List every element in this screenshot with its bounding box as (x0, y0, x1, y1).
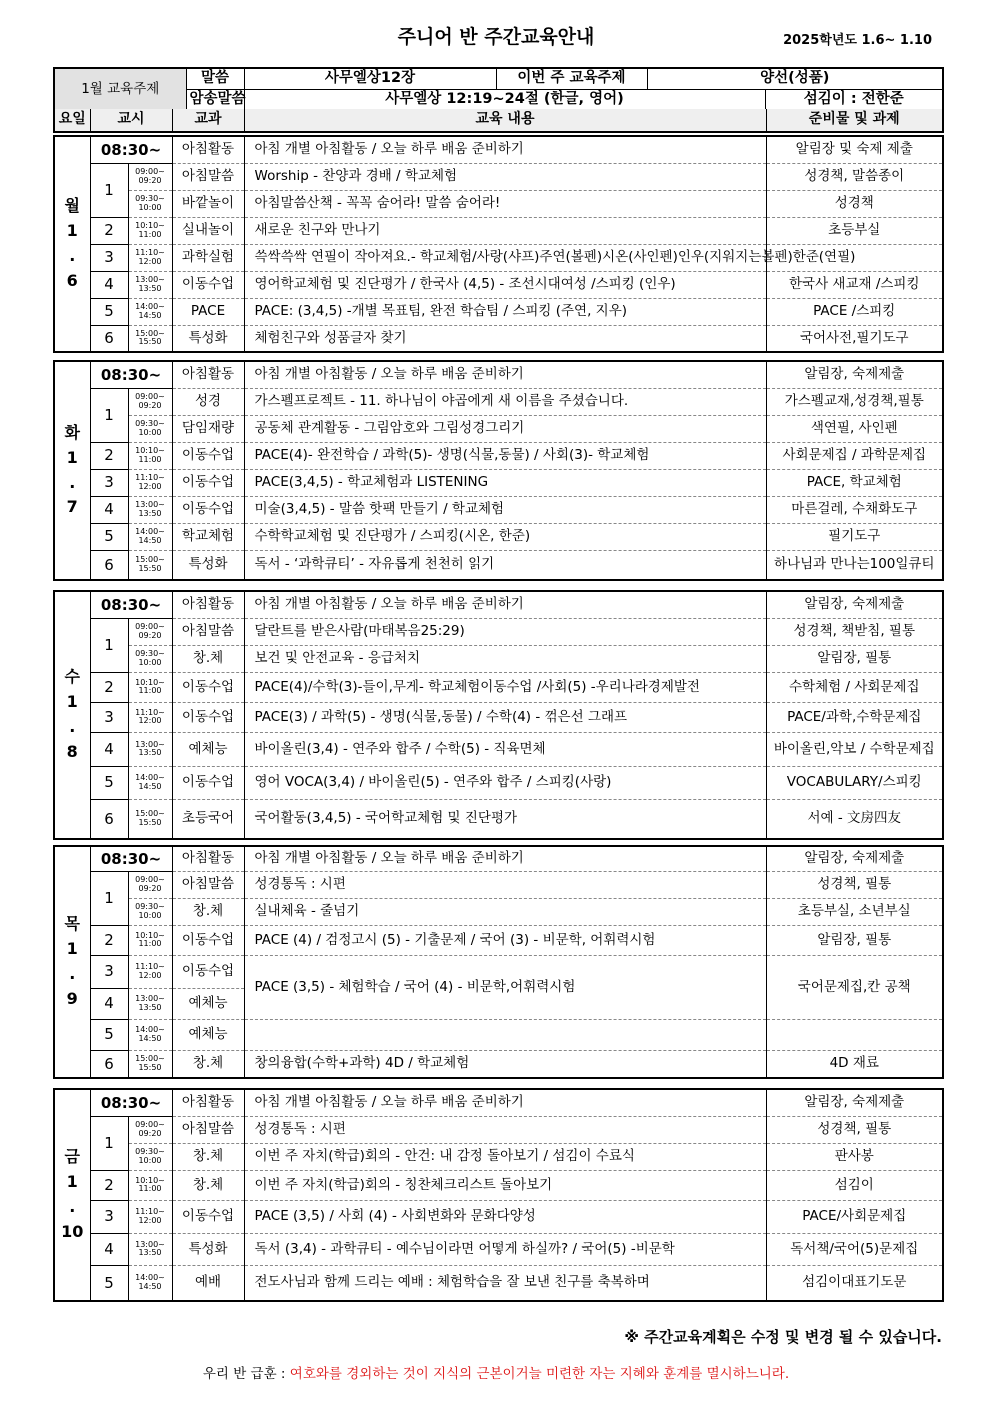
subject-cell: 창.체 (172, 898, 244, 925)
period-label: 08:30~ (90, 136, 172, 163)
schedule-row (54, 523, 943, 550)
schedule-row (54, 361, 943, 388)
content-cell: 아침 개별 아침활동 / 오늘 하루 배움 준비하기 (244, 1089, 766, 1116)
time-slot: 11:10~ 12:00 (128, 469, 172, 496)
day-schedule (53, 845, 944, 1079)
schedule-row (54, 325, 943, 352)
content-cell: 수학학교체험 및 진단평가 / 스피킹(시온, 한준) (244, 523, 766, 550)
time-slot: 15:00~ 15:50 (128, 550, 172, 580)
time-slot: 11:10~ 12:00 (128, 702, 172, 732)
subject-cell: 아침활동 (172, 846, 244, 871)
schedule-row (54, 955, 943, 988)
time-slot: 09:00~ 09:20 (128, 163, 172, 190)
content-cell: 전도사님과 함께 드리는 예배 : 체험학습을 잘 보낸 친구를 축복하며 (244, 1265, 766, 1301)
schedule-row (54, 766, 943, 799)
content-cell: 아침 개별 아침활동 / 오늘 하루 배움 준비하기 (244, 846, 766, 871)
memory-label: 암송말씀 (186, 90, 244, 111)
period-label: 3 (90, 702, 128, 732)
schedule-row (54, 136, 943, 163)
subject-cell: 아침활동 (172, 361, 244, 388)
period-label: 6 (90, 1050, 128, 1078)
period-label: 3 (90, 1200, 128, 1233)
prep-cell: PACE /스피킹 (766, 298, 943, 325)
prep-cell: 초등부실, 소년부실 (766, 898, 943, 925)
prep-cell: 가스펠교재,성경책,필통 (766, 388, 943, 415)
period-label: 4 (90, 732, 128, 766)
prep-cell: 알림장, 숙제제출 (766, 591, 943, 618)
prep-cell: 4D 재료 (829, 1055, 879, 1072)
schedule-row (54, 591, 943, 618)
prep-cell: 성경책, 필통 (766, 1116, 943, 1143)
period-label: 1 (90, 1116, 128, 1170)
prep-cell: 알림장, 숙제제출 (766, 1089, 943, 1116)
schedule-row (54, 1116, 943, 1143)
prep-cell: 성경책, 필통 (766, 871, 943, 898)
time-slot: 14:00~ 14:50 (128, 1019, 172, 1050)
time-slot: 09:00~ 09:20 (128, 388, 172, 415)
subject-cell: 성경 (172, 388, 244, 415)
period-label: 6 (90, 550, 128, 580)
time-slot: 14:00~ 14:50 (128, 523, 172, 550)
content-cell: 가스펠프로젝트 - 11. 하나님이 야곱에게 새 이름을 주셨습니다. (244, 388, 766, 415)
content-cell: 창의융합(수학+과학) 4D / 학교체험 (244, 1050, 766, 1078)
content-cell: 달란트를 받은사람(마태복음25:29) (244, 618, 766, 645)
content-cell: 체험친구와 성품글자 찾기 (244, 325, 766, 352)
weekly-theme-value: 양선(성품) (647, 68, 943, 90)
content-cell: 영어학교체험 및 진단평가 / 한국사 (4,5) - 조선시대여성 /스피킹 (인우) (244, 271, 766, 298)
column-header (53, 109, 944, 133)
content-cell: 이번 주 자치(학급)회의 - 안건: 내 감정 돌아보기 / 섬김이 수료식 (244, 1143, 766, 1170)
subject-cell: 예체능 (172, 988, 244, 1019)
content-cell: 아침 개별 아침활동 / 오늘 하루 배움 준비하기 (244, 591, 766, 618)
time-slot: 09:00~ 09:20 (128, 618, 172, 645)
content-cell: 이번 주 자치(학급)회의 - 칭찬체크리스트 돌아보기 (244, 1170, 766, 1200)
col-period: 교시 (90, 109, 172, 132)
prep-cell: 바이올린,악보 / 수학문제집 (766, 732, 943, 766)
prep-cell: 성경책, 말씀종이 (766, 163, 943, 190)
content-cell: PACE (4) / 검정고시 (5) - 기출문제 / 국어 (3) - 비문학, 어휘력시험 (244, 925, 766, 955)
col-day: 요일 (54, 109, 90, 132)
schedule-row (54, 898, 943, 925)
period-label: 5 (90, 766, 128, 799)
time-slot: 14:00~ 14:50 (128, 766, 172, 799)
content-cell: 미술(3,4,5) - 말씀 핫팩 만들기 / 학교체험 (244, 496, 766, 523)
schedule-row (54, 799, 943, 839)
day-schedule (53, 1088, 944, 1302)
day-label: 목 1 . 9 (54, 846, 90, 1078)
content-cell: 영어 VOCA(3,4) / 바이올린(5) - 연주와 합주 / 스피킹(사랑) (244, 766, 766, 799)
time-slot: 09:30~ 10:00 (128, 898, 172, 925)
content-cell: 성경통독 : 시편 (244, 871, 766, 898)
subject-cell: 이동수업 (172, 1200, 244, 1233)
prep-cell: 국어문제집,칸 공책 (766, 955, 943, 1019)
time-slot: 14:00~ 14:50 (128, 298, 172, 325)
period-label: 4 (90, 496, 128, 523)
period-label: 1 (90, 388, 128, 442)
schedule-row (54, 550, 943, 580)
time-slot: 09:30~ 10:00 (128, 1143, 172, 1170)
subject-cell: 과학실험 (172, 244, 244, 271)
subject-cell: 바깥놀이 (172, 190, 244, 217)
period-label: 5 (90, 1019, 128, 1050)
schedule-row (54, 442, 943, 469)
time-slot: 10:10~ 11:00 (128, 672, 172, 702)
period-label: 1 (90, 871, 128, 925)
schedule-row (54, 871, 943, 898)
subject-cell: 이동수업 (172, 496, 244, 523)
period-label: 08:30~ (90, 1089, 172, 1116)
subject-cell: 이동수업 (172, 672, 244, 702)
schedule-row (54, 1050, 943, 1078)
schedule-row (54, 1265, 943, 1301)
time-slot: 15:00~ 15:50 (128, 325, 172, 352)
subject-cell: 학교체험 (172, 523, 244, 550)
prep-cell: 알림장 및 숙제 제출 (766, 136, 943, 163)
schedule-row (54, 190, 943, 217)
subject-cell: 아침말씀 (172, 871, 244, 898)
prep-cell: 섬김이 (766, 1170, 943, 1200)
day-schedule (53, 135, 944, 353)
content-cell: 새로운 친구와 만나기 (244, 217, 766, 244)
subject-cell: 이동수업 (172, 766, 244, 799)
time-slot: 10:10~ 11:00 (128, 442, 172, 469)
day-label: 화 1 . 7 (54, 361, 90, 580)
schedule-row (54, 496, 943, 523)
time-slot: 15:00~ 15:50 (128, 799, 172, 839)
schedule-row (54, 271, 943, 298)
period-label: 6 (90, 325, 128, 352)
subject-cell: 이동수업 (172, 925, 244, 955)
time-slot: 10:10~ 11:00 (128, 925, 172, 955)
time-slot: 13:00~ 13:50 (128, 1233, 172, 1265)
time-slot: 09:00~ 09:20 (128, 1116, 172, 1143)
subject-cell: 이동수업 (172, 702, 244, 732)
schedule-row (54, 925, 943, 955)
schedule-row (54, 1233, 943, 1265)
period-label: 4 (90, 271, 128, 298)
content-cell: 보건 및 안전교육 - 응급처치 (244, 645, 766, 672)
time-slot: 09:30~ 10:00 (128, 415, 172, 442)
subject-cell: 실내놀이 (172, 217, 244, 244)
subject-cell: 예배 (172, 1265, 244, 1301)
day-label: 수 1 . 8 (54, 591, 90, 839)
content-cell: 국어활동(3,4,5) - 국어학교체험 및 진단평가 (244, 799, 766, 839)
time-slot: 09:30~ 10:00 (128, 645, 172, 672)
period-label: 6 (90, 799, 128, 839)
time-slot: 14:00~ 14:50 (128, 1265, 172, 1301)
word-label: 말씀 (186, 68, 244, 90)
period-label: 2 (90, 1170, 128, 1200)
subject-cell: 이동수업 (172, 955, 244, 988)
header-table (53, 67, 944, 111)
server: 섬김이 : 전한준 (765, 90, 943, 111)
prep-cell: PACE/사회문제집 (766, 1200, 943, 1233)
content-cell: PACE(4)- 완전학습 / 과학(5)- 생명(식물,동물) / 사회(3)- 학교체험 (244, 442, 766, 469)
period-label: 2 (90, 925, 128, 955)
time-slot: 11:10~ 12:00 (128, 244, 172, 271)
schedule-row (54, 1200, 943, 1233)
subject-cell: 이동수업 (172, 469, 244, 496)
content-cell: PACE(4)/수학(3)-들이,무게- 학교체험이동수업 /사회(5) -우리나라경제발전 (244, 672, 766, 702)
col-prep: 준비물 및 과제 (766, 109, 943, 132)
prep-cell: 사회문제집 / 과학문제집 (766, 442, 943, 469)
period-label: 4 (90, 1233, 128, 1265)
schedule-row (54, 217, 943, 244)
time-slot: 09:30~ 10:00 (128, 190, 172, 217)
schedule-row (54, 1143, 943, 1170)
period-label: 3 (90, 469, 128, 496)
subject-cell: 아침말씀 (172, 1116, 244, 1143)
content-cell: PACE (3,5) - 체험학습 / 국어 (4) - 비문학,어휘력시험 (244, 955, 766, 1019)
subject-cell: 아침말씀 (172, 163, 244, 190)
period-label: 5 (90, 298, 128, 325)
motto-label: 우리 반 급훈 : (202, 1366, 286, 1382)
time-slot: 13:00~ 13:50 (128, 271, 172, 298)
prep-cell: PACE/과학,수학문제집 (766, 702, 943, 732)
prep-cell: 하나님과 만나는100일큐티 (774, 556, 935, 573)
memory-value: 사무엘상 12:19~24절 (한글, 영어) (244, 90, 765, 111)
content-cell: 바이올린(3,4) - 연주와 합주 / 수학(5) - 직육면체 (244, 732, 766, 766)
content-cell: 실내체육 - 줄넘기 (244, 898, 766, 925)
schedule-row (54, 469, 943, 496)
schedule-row (54, 645, 943, 672)
schedule-row (54, 415, 943, 442)
content-cell: 독서 (3,4) - 과학큐티 - 예수님이라면 어떻게 하실까? / 국어(5) -비문학 (244, 1233, 766, 1265)
col-subject: 교과 (172, 109, 244, 132)
day-schedule (53, 360, 944, 581)
content-cell: PACE(3) / 과학(5) - 생명(식물,동물) / 수학(4) - 꺾은선 그래프 (244, 702, 766, 732)
prep-cell: 판사봉 (766, 1143, 943, 1170)
schedule-row (54, 702, 943, 732)
schedule-row (54, 1170, 943, 1200)
subject-cell: 창.체 (172, 1170, 244, 1200)
motto-text: 여호와를 경외하는 것이 지식의 근본이거늘 미련한 자는 지혜와 훈계를 멸시하느니라. (289, 1366, 790, 1382)
content-cell: 아침 개별 아침활동 / 오늘 하루 배움 준비하기 (244, 136, 766, 163)
prep-cell: 성경책, 책받침, 필통 (766, 618, 943, 645)
content-cell: 독서 - ‘과학큐티’ - 자유롭게 천천히 읽기 (244, 550, 766, 580)
time-slot: 10:10~ 11:00 (128, 1170, 172, 1200)
class-motto (0, 1362, 992, 1382)
day-schedule (53, 590, 944, 840)
prep-cell: 알림장, 필통 (766, 925, 943, 955)
content-cell: PACE(3,4,5) - 학교체험과 LISTENING (244, 469, 766, 496)
content-cell: 쓱싹쓱싹 연필이 작아져요.- 학교체험/사랑(샤프)주연(볼펜)시온(사인펜)인우(지워지는볼펜)한준(연필) (244, 244, 766, 271)
prep-cell: 수학체험 / 사회문제집 (766, 672, 943, 702)
col-content: 교육 내용 (244, 109, 766, 132)
time-slot: 11:10~ 12:00 (128, 955, 172, 988)
subject-cell: 담임재량 (172, 415, 244, 442)
prep-cell: 서예 - 文房四友 (807, 810, 902, 827)
subject-cell: 아침활동 (172, 591, 244, 618)
subject-cell: 창.체 (172, 1050, 244, 1078)
prep-cell: PACE, 학교체험 (766, 469, 943, 496)
prep-cell: 독서책/국어(5)문제집 (766, 1233, 943, 1265)
schedule-row (54, 1019, 943, 1050)
schedule-row (54, 1089, 943, 1116)
period-label: 08:30~ (90, 846, 172, 871)
subject-cell: 이동수업 (172, 271, 244, 298)
school-term: 2025학년도 1.6~ 1.10 (783, 33, 932, 48)
time-slot: 09:00~ 09:20 (128, 871, 172, 898)
time-slot: 13:00~ 13:50 (128, 732, 172, 766)
prep-cell: 필기도구 (766, 523, 943, 550)
period-label: 1 (90, 618, 128, 672)
subject-cell: 특성화 (172, 1233, 244, 1265)
subject-cell: 특성화 (172, 550, 244, 580)
subject-cell: 예체능 (172, 732, 244, 766)
schedule-row (54, 388, 943, 415)
time-slot: 10:10~ 11:00 (128, 217, 172, 244)
time-slot: 13:00~ 13:50 (128, 496, 172, 523)
prep-cell: 성경책 (766, 190, 943, 217)
prep-cell: VOCABULARY/스피킹 (766, 766, 943, 799)
prep-cell: 알림장, 숙제제출 (766, 846, 943, 871)
weekly-theme-label: 이번 주 교육주제 (496, 68, 647, 90)
change-notice: ※ 주간교육계획은 수정 및 변경 될 수 있습니다. (624, 1328, 942, 1346)
content-cell (244, 1019, 766, 1050)
period-label: 3 (90, 244, 128, 271)
word-value: 사무엘상12장 (244, 68, 496, 90)
period-label: 08:30~ (90, 361, 172, 388)
time-slot: 13:00~ 13:50 (128, 988, 172, 1019)
subject-cell: 아침활동 (172, 136, 244, 163)
schedule-row (54, 846, 943, 871)
schedule-row (54, 298, 943, 325)
period-label: 5 (90, 1265, 128, 1301)
period-label: 08:30~ (90, 591, 172, 618)
subject-cell: PACE (172, 298, 244, 325)
time-slot: 11:10~ 12:00 (128, 1200, 172, 1233)
prep-cell: 한국사 새교재 /스피킹 (766, 271, 943, 298)
period-label: 5 (90, 523, 128, 550)
period-label: 3 (90, 955, 128, 988)
period-label: 1 (90, 163, 128, 217)
content-cell: 공동체 관계활동 - 그림암호와 그림성경그리기 (244, 415, 766, 442)
schedule-row (54, 672, 943, 702)
period-label: 4 (90, 988, 128, 1019)
prep-cell: 마른걸레, 수채화도구 (766, 496, 943, 523)
page-title: 주니어 반 주간교육안내 (397, 26, 595, 48)
prep-cell: 알림장, 필통 (766, 645, 943, 672)
schedule-row (54, 163, 943, 190)
prep-cell: 국어사전,필기도구 (799, 329, 909, 346)
prep-cell: 초등부실 (766, 217, 943, 244)
subject-cell: 이동수업 (172, 442, 244, 469)
subject-cell: 창.체 (172, 645, 244, 672)
day-label: 월 1 . 6 (54, 136, 90, 352)
subject-cell: 창.체 (172, 1143, 244, 1170)
prep-cell: 섬김이대표기도문 (802, 1274, 907, 1291)
prep-cell (766, 1019, 943, 1050)
subject-cell: 아침활동 (172, 1089, 244, 1116)
theme-label: 1월 교육주제 (54, 68, 186, 110)
subject-cell: 특성화 (172, 325, 244, 352)
content-cell: 성경통독 : 시편 (244, 1116, 766, 1143)
period-label: 2 (90, 672, 128, 702)
subject-cell: 예체능 (172, 1019, 244, 1050)
prep-cell: 알림장, 숙제제출 (766, 361, 943, 388)
subject-cell: 초등국어 (172, 799, 244, 839)
subject-cell: 아침말씀 (172, 618, 244, 645)
prep-cell: 색연필, 사인펜 (766, 415, 943, 442)
content-cell: PACE: (3,4,5) -개별 목표팀, 완전 학습팀 / 스피킹 (주연, 지우) (244, 298, 766, 325)
schedule-row (54, 732, 943, 766)
content-cell: Worship - 찬양과 경배 / 학교체험 (244, 163, 766, 190)
schedule-row (54, 618, 943, 645)
content-cell: PACE (3,5) / 사회 (4) - 사회변화와 문화다양성 (244, 1200, 766, 1233)
period-label: 2 (90, 217, 128, 244)
period-label: 2 (90, 442, 128, 469)
time-slot: 15:00~ 15:50 (128, 1050, 172, 1078)
schedule-row (54, 244, 943, 271)
day-label: 금 1 . 10 (54, 1089, 90, 1301)
content-cell: 아침말씀산책 - 꼭꼭 숨어라! 말씀 숨어라! (244, 190, 766, 217)
content-cell: 아침 개별 아침활동 / 오늘 하루 배움 준비하기 (244, 361, 766, 388)
